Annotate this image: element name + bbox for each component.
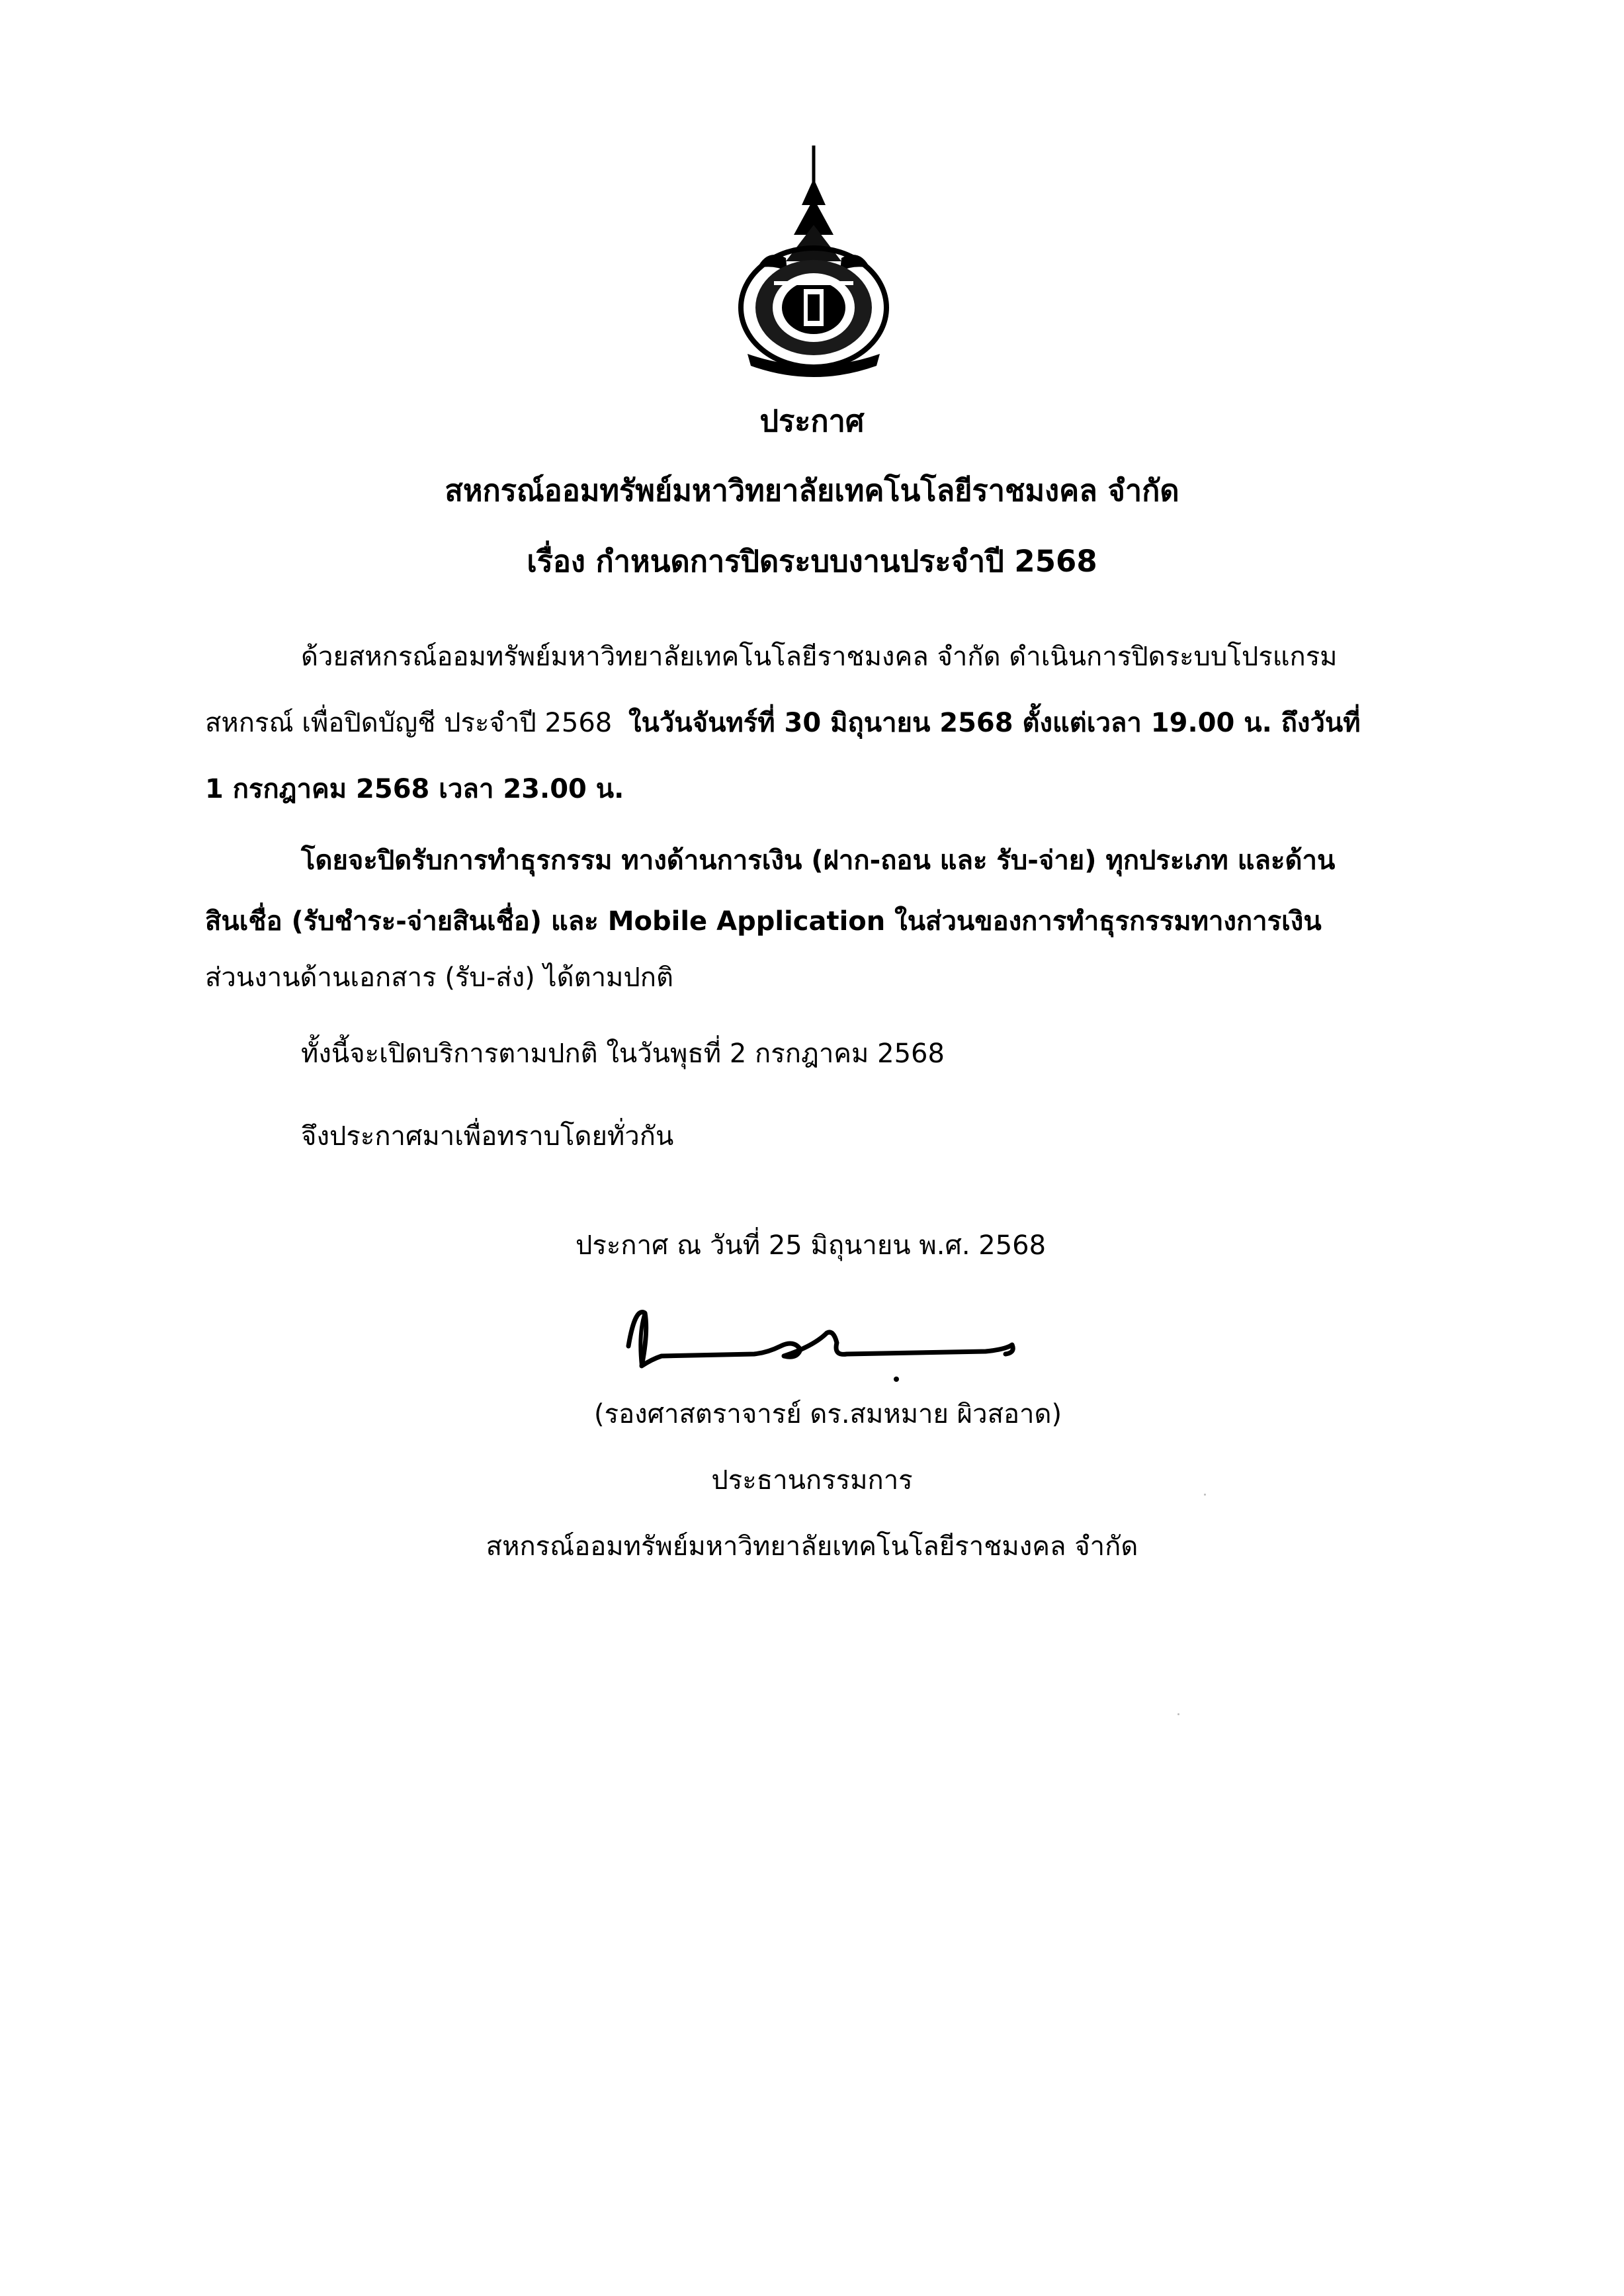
announcement-subject: เรื่อง กำหนดการปิดระบบงานประจำปี 2568 [527,544,1097,579]
paragraph-1-line-3: 1 กรกฎาคม 2568 เวลา 23.00 น. [205,774,624,804]
paragraph-1-line-2-bold: ในวันจันทร์ที่ 30 มิถุนายน 2568 ตั้งแต่เวลา 19.00 น. ถึงวันที่ [628,708,1361,738]
paragraph-1-line-1: ด้วยสหกรณ์ออมทรัพย์มหาวิทยาลัยเทคโนโลยีราชมงคล จำกัด ดำเนินการปิดระบบโปรแกรม [301,642,1338,672]
signer-name: (รองศาสตราจารย์ ดร.สมหมาย ผิวสอาด) [594,1399,1062,1429]
university-seal-emblem [728,142,900,380]
paragraph-2-line-3: ส่วนงานด้านเอกสาร (รับ-ส่ง) ได้ตามปกติ [205,962,673,993]
scan-speck [1177,1713,1179,1715]
paragraph-1-line-2-regular: สหกรณ์ เพื่อปิดบัญชี ประจำปี 2568 [205,708,613,738]
announcement-title: ประกาศ [759,404,865,439]
paragraph-1-line-2 [205,701,1361,744]
scan-speck [1204,1494,1206,1496]
paragraph-2-line-2: สินเชื่อ (รับชำระ-จ่ายสินเชื่อ) และ Mobile Application ในส่วนของการทำธุรกรรมทางการเงิน [205,906,1322,937]
organization-name: สหกรณ์ออมทรัพย์มหาวิทยาลัยเทคโนโลยีราชมงคล จำกัด [445,473,1179,508]
announcement-date: ประกาศ ณ วันที่ 25 มิถุนายน พ.ศ. 2568 [576,1230,1047,1261]
signature-image [615,1293,1025,1392]
paragraph-3: ทั้งนี้จะเปิดบริการตามปกติ ในวันพุธที่ 2 กรกฎาคม 2568 [301,1039,945,1069]
signer-organization: สหกรณ์ออมทรัพย์มหาวิทยาลัยเทคโนโลยีราชมงคล จำกัด [486,1531,1138,1562]
signer-position: ประธานกรรมการ [711,1465,913,1496]
paragraph-4: จึงประกาศมาเพื่อทราบโดยทั่วกัน [301,1121,674,1152]
paragraph-2-line-1: โดยจะปิดรับการทำธุรกรรม ทางด้านการเงิน (ฝาก-ถอน และ รับ-จ่าย) ทุกประเภท และด้าน [301,845,1336,876]
